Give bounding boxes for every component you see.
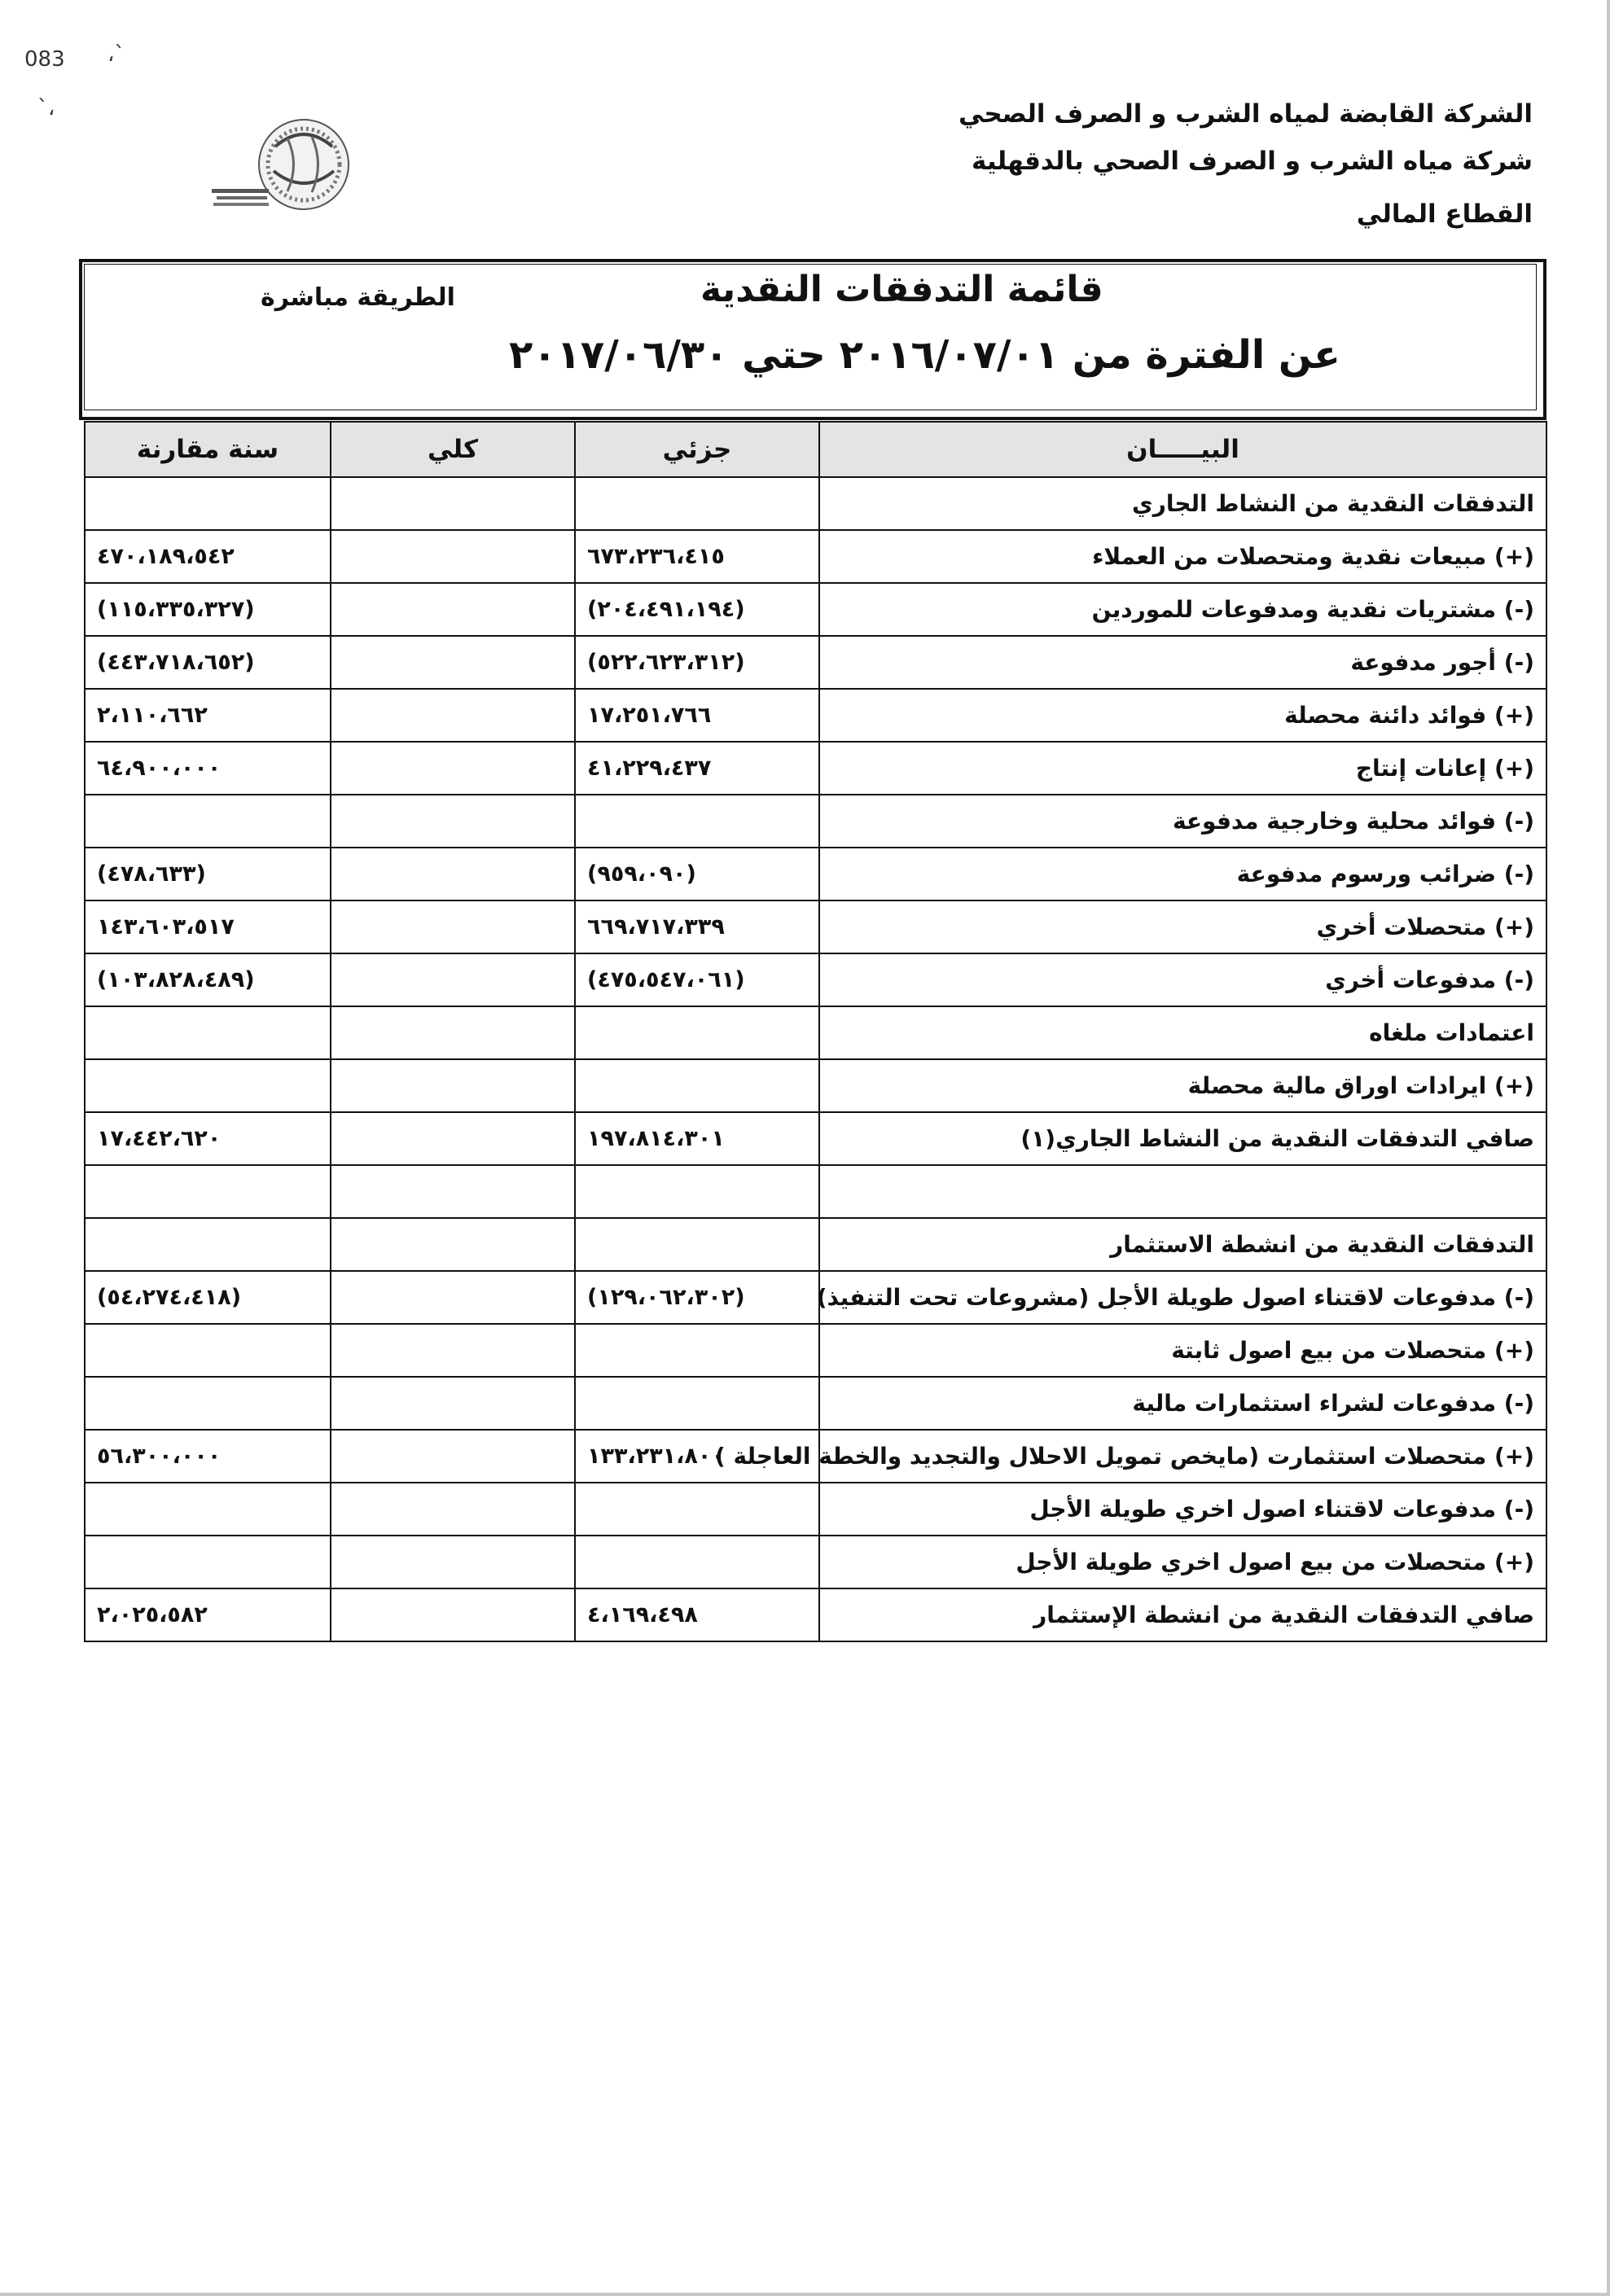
scan-edge-right (1607, 0, 1610, 2296)
cell-description: (+) مبيعات نقدية ومتحصلات من العملاء (819, 530, 1546, 583)
cell-partial (575, 1324, 819, 1377)
cell-total (331, 1006, 575, 1059)
cell-comparative: ٤٧٠،١٨٩،٥٤٢ (85, 530, 331, 583)
cell-description: (-) ضرائب ورسوم مدفوعة (819, 848, 1546, 900)
cell-description (819, 1165, 1546, 1218)
cell-comparative (85, 1218, 331, 1271)
header-description: البيـــــان (819, 422, 1546, 477)
cell-description: التدفقات النقدية من انشطة الاستثمار (819, 1218, 1546, 1271)
cell-partial: ٤١،٢٢٩،٤٣٧ (575, 742, 819, 795)
cell-comparative: ٦٤،٩٠٠،٠٠٠ (85, 742, 331, 795)
cell-total (331, 795, 575, 848)
cell-total (331, 689, 575, 742)
cell-total (331, 848, 575, 900)
table-row (85, 477, 1546, 530)
table-row (85, 583, 1546, 636)
table-row (85, 795, 1546, 848)
cell-description: اعتمادات ملغاه (819, 1006, 1546, 1059)
cell-description: (+) متحصلات من بيع اصول ثابتة (819, 1324, 1546, 1377)
statement-method: الطريقة مباشرة (261, 283, 455, 312)
cell-partial: ٦٦٩،٧١٧،٣٣٩ (575, 900, 819, 953)
cell-partial (575, 1483, 819, 1536)
cell-comparative (85, 1165, 331, 1218)
cell-partial (575, 1165, 819, 1218)
cell-partial (575, 1006, 819, 1059)
cell-total (331, 1483, 575, 1536)
holding-company-name: الشركة القابضة لمياه الشرب و الصرف الصحي (958, 99, 1533, 129)
scan-mark: `، (37, 96, 55, 120)
cell-total (331, 1218, 575, 1271)
cell-comparative: (١٠٣،٨٢٨،٤٨٩) (85, 953, 331, 1006)
table-row (85, 1218, 1546, 1271)
cell-comparative: ٢،٠٢٥،٥٨٢ (85, 1588, 331, 1641)
cell-comparative: (٤٤٣،٧١٨،٦٥٢) (85, 636, 331, 689)
cell-comparative: ١٧،٤٤٢،٦٢٠ (85, 1112, 331, 1165)
cell-comparative (85, 1377, 331, 1430)
cell-description: (+) فوائد دائنة محصلة (819, 689, 1546, 742)
cell-partial (575, 1377, 819, 1430)
cell-total (331, 1324, 575, 1377)
statement-title: قائمة التدفقات النقدية (700, 269, 1103, 310)
cell-description: (+) إعانات إنتاج (819, 742, 1546, 795)
cell-partial (575, 1059, 819, 1112)
table-header-row (85, 422, 1546, 477)
cell-comparative: (١١٥،٣٣٥،٣٢٧) (85, 583, 331, 636)
table-row (85, 742, 1546, 795)
cell-description: (-) مدفوعات لاقتناء اصول اخري طويلة الأجل (819, 1483, 1546, 1536)
cell-description: صافي التدفقات النقدية من النشاط الجاري(١) (819, 1112, 1546, 1165)
cell-total (331, 1377, 575, 1430)
cell-comparative: ٢،١١٠،٦٦٢ (85, 689, 331, 742)
cell-comparative (85, 795, 331, 848)
cell-partial: (٩٥٩،٠٩٠) (575, 848, 819, 900)
cell-description: (+) متحصلات أخري (819, 900, 1546, 953)
company-logo (210, 114, 357, 236)
cell-total (331, 742, 575, 795)
cell-partial: (٤٧٥،٥٤٧،٠٦١) (575, 953, 819, 1006)
table-body (85, 477, 1546, 1641)
cell-total (331, 636, 575, 689)
table-row (85, 1006, 1546, 1059)
cell-partial: ١٧،٢٥١،٧٦٦ (575, 689, 819, 742)
table-row (85, 953, 1546, 1006)
cell-partial: (١٢٩،٠٦٢،٣٠٢) (575, 1271, 819, 1324)
table-row (85, 1588, 1546, 1641)
table-row (85, 1112, 1546, 1165)
cell-total (331, 1112, 575, 1165)
cell-partial (575, 795, 819, 848)
table-row (85, 530, 1546, 583)
table-row (85, 1059, 1546, 1112)
cell-partial: (٥٢٢،٦٢٣،٣١٢) (575, 636, 819, 689)
cell-description: (-) مشتريات نقدية ومدفوعات للموردين (819, 583, 1546, 636)
subsidiary-company-name: شركة مياه الشرب و الصرف الصحي بالدقهلية (972, 147, 1533, 176)
cell-description: (-) مدفوعات لاقتناء اصول طويلة الأجل (مشروعات تحت التنفيذ) (819, 1271, 1546, 1324)
cell-description: التدفقات النقدية من النشاط الجاري (819, 477, 1546, 530)
cell-comparative (85, 1006, 331, 1059)
scan-edge-bottom (0, 2293, 1610, 2296)
file-number: 083 (24, 47, 65, 72)
cell-description: صافي التدفقات النقدية من انشطة الإستثمار (819, 1588, 1546, 1641)
cell-description: (+) متحصلات استثمارت (مايخص تمويل الاحلال والتجديد والخطة العاجلة ) (819, 1430, 1546, 1483)
header-total: كلي (331, 422, 575, 477)
cell-partial: ١٩٧،٨١٤،٣٠١ (575, 1112, 819, 1165)
department-name: القطاع المالي (1356, 199, 1533, 229)
header-partial: جزئي (575, 422, 819, 477)
cell-total (331, 477, 575, 530)
cell-total (331, 1430, 575, 1483)
cell-description: (-) أجور مدفوعة (819, 636, 1546, 689)
cell-partial: (٢٠٤،٤٩١،١٩٤) (575, 583, 819, 636)
cell-total (331, 953, 575, 1006)
cell-partial (575, 1536, 819, 1588)
cell-partial: ١٣٣،٢٣١،٨٠٠ (575, 1430, 819, 1483)
table-row (85, 689, 1546, 742)
table-row (85, 1430, 1546, 1483)
cell-total (331, 1059, 575, 1112)
cell-description: (+) ايرادات اوراق مالية محصلة (819, 1059, 1546, 1112)
table-row (85, 1483, 1546, 1536)
cell-comparative (85, 1324, 331, 1377)
cell-comparative: (٤٧٨،٦٣٣) (85, 848, 331, 900)
cell-comparative (85, 1483, 331, 1536)
cell-description: (+) متحصلات من بيع اصول اخري طويلة الأجل (819, 1536, 1546, 1588)
table-row (85, 900, 1546, 953)
cell-partial: ٤،١٦٩،٤٩٨ (575, 1588, 819, 1641)
cell-total (331, 1588, 575, 1641)
cell-comparative: ٥٦،٣٠٠،٠٠٠ (85, 1430, 331, 1483)
cell-comparative: ١٤٣،٦٠٣،٥١٧ (85, 900, 331, 953)
table-row (85, 1165, 1546, 1218)
table-row (85, 636, 1546, 689)
cell-partial: ٦٧٣،٢٣٦،٤١٥ (575, 530, 819, 583)
cell-comparative (85, 477, 331, 530)
cell-comparative (85, 1536, 331, 1588)
cell-total (331, 1271, 575, 1324)
cell-partial (575, 1218, 819, 1271)
scan-mark: ،` (107, 42, 125, 67)
cell-description: (-) مدفوعات لشراء استثمارات مالية (819, 1377, 1546, 1430)
cell-comparative (85, 1059, 331, 1112)
cell-total (331, 583, 575, 636)
cell-description: (-) مدفوعات أخري (819, 953, 1546, 1006)
table-row (85, 1377, 1546, 1430)
cell-description: (-) فوائد محلية وخارجية مدفوعة (819, 795, 1546, 848)
cell-total (331, 1165, 575, 1218)
table-row (85, 848, 1546, 900)
cell-total (331, 1536, 575, 1588)
cell-total (331, 900, 575, 953)
cell-total (331, 530, 575, 583)
table-row (85, 1271, 1546, 1324)
cash-flow-table (84, 421, 1547, 1642)
cell-partial (575, 477, 819, 530)
header-comparative: سنة مقارنة (85, 422, 331, 477)
cell-comparative: (٥٤،٢٧٤،٤١٨) (85, 1271, 331, 1324)
table-row (85, 1536, 1546, 1588)
statement-period: عن الفترة من ٢٠١٦/٠٧/٠١ حتي ٢٠١٧/٠٦/٣٠ (509, 332, 1340, 378)
table-row (85, 1324, 1546, 1377)
